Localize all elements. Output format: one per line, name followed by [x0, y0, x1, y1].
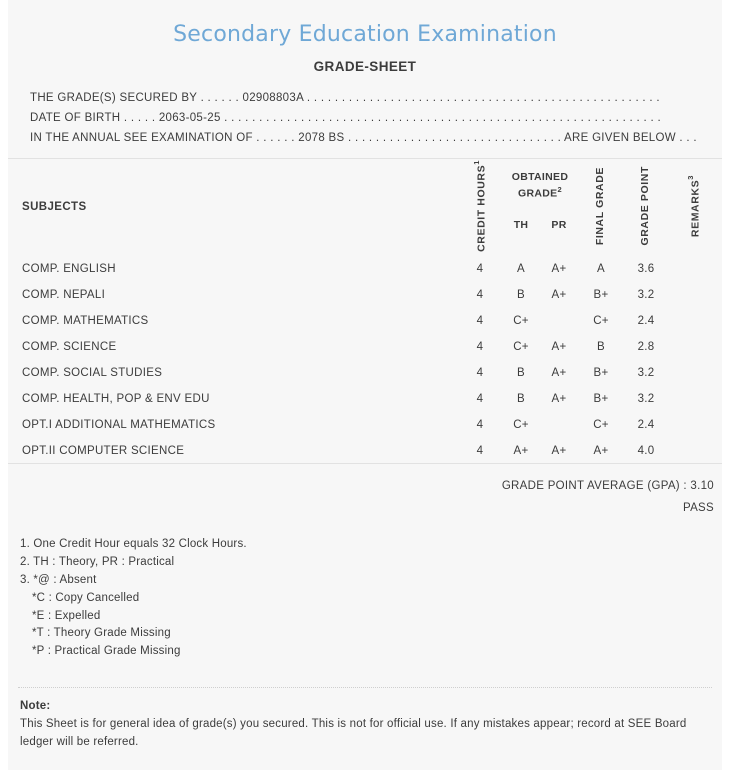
- cell-credit: 4: [476, 262, 484, 275]
- cell-subject: COMP. NEPALI: [22, 288, 106, 301]
- cell-th: C+: [513, 418, 529, 431]
- cell-credit: 4: [476, 366, 484, 379]
- legend-sub-2: *E : Expelled: [32, 609, 101, 622]
- footer-note-label: Note:: [20, 700, 51, 713]
- cell-remarks: [668, 412, 722, 438]
- cell-credit: 4: [476, 340, 484, 353]
- cell-point: 3.2: [637, 288, 655, 301]
- page-title: Secondary Education Examination: [173, 22, 557, 47]
- table-row: [8, 360, 722, 386]
- cell-pr: A+: [551, 340, 567, 353]
- table-row: [8, 256, 722, 282]
- col-header-credit-hours-sup: 1: [471, 160, 481, 165]
- cell-pr: A+: [551, 288, 567, 301]
- cell-subject: COMP. SOCIAL STUDIES: [22, 366, 163, 379]
- info-line-date-of-birth: DATE OF BIRTH . . . . . 2063-05-25 . . . . . . . . . . . . . . . . . . . . . . . . . . . . . . . . . . . . . . . . . . . . . . . . . . . . . . . . . . . . . . .: [30, 112, 662, 124]
- cell-subject: COMP. HEALTH, POP & ENV EDU: [22, 392, 210, 405]
- col-header-remarks: [668, 159, 722, 256]
- page-content: [8, 0, 722, 770]
- col-header-remarks-label: REMARKS: [689, 179, 702, 237]
- cell-final: B+: [593, 392, 609, 405]
- gpa-summary: GRADE POINT AVERAGE (GPA) : 3.10: [501, 480, 714, 493]
- cell-credit: 4: [476, 418, 484, 431]
- cell-th: A+: [502, 438, 540, 464]
- cell-pr: A+: [551, 392, 567, 405]
- cell-subject: OPT.II COMPUTER SCIENCE: [8, 438, 458, 464]
- cell-point: 3.2: [637, 392, 655, 405]
- cell-final: B: [597, 340, 605, 353]
- cell-remarks: [668, 282, 722, 308]
- cell-final: B+: [593, 366, 609, 379]
- col-header-remarks-sup: 3: [686, 174, 696, 180]
- grades-header-row: [8, 159, 722, 256]
- cell-point: 2.4: [637, 314, 655, 327]
- col-header-obtained-grade: [502, 159, 578, 256]
- legend-item-1: 1. One Credit Hour equals 32 Clock Hours.: [20, 538, 247, 551]
- cell-point: 2.8: [637, 340, 655, 353]
- cell-point: 3.6: [637, 262, 655, 275]
- cell-point: 3.2: [637, 366, 655, 379]
- cell-subject: OPT.I ADDITIONAL MATHEMATICS: [22, 418, 216, 431]
- cell-th: C+: [513, 314, 529, 327]
- cell-th: C+: [513, 340, 529, 353]
- info-line-exam-year: IN THE ANNUAL SEE EXAMINATION OF . . . . . . 2078 BS . . . . . . . . . . . . . . . . . . . . . . . . . . . . . . . ARE GIVEN BELOW . . .: [30, 132, 697, 144]
- col-header-grade-point-label: GRADE POINT: [639, 166, 652, 246]
- page-gutter-right: [722, 0, 730, 770]
- table-row: [8, 386, 722, 412]
- col-header-credit-hours: [458, 159, 502, 256]
- legend-sub-4: *P : Practical Grade Missing: [32, 645, 181, 658]
- cell-subject: COMP. SCIENCE: [22, 340, 117, 353]
- cell-th: B: [517, 366, 525, 379]
- table-row: [8, 412, 722, 438]
- col-header-th: TH: [513, 219, 529, 231]
- cell-credit: 4: [476, 314, 484, 327]
- cell-remarks: [668, 256, 722, 282]
- result-status: PASS: [682, 502, 714, 515]
- cell-pr: A+: [551, 262, 567, 275]
- cell-th: B: [517, 288, 525, 301]
- cell-pr: [540, 308, 578, 334]
- col-header-final-grade-label: FINAL GRADE: [594, 166, 607, 246]
- legend-sub-3: *T : Theory Grade Missing: [32, 627, 171, 640]
- col-header-obtained-grade-label: OBTAINED GRADE: [511, 171, 569, 200]
- cell-remarks: [668, 308, 722, 334]
- cell-remarks: [668, 334, 722, 360]
- footer-note-text: This Sheet is for general idea of grade(s) you secured. This is not for official use. If any mistakes appear; record at SEE Board ledger will be referred.: [20, 717, 687, 748]
- candidate-info-block: [8, 88, 722, 148]
- col-header-subjects: SUBJECTS: [8, 159, 458, 256]
- cell-final: C+: [593, 418, 609, 431]
- table-row: [8, 334, 722, 360]
- legend-sub-1: *C : Copy Cancelled: [32, 591, 140, 604]
- cell-remarks: [668, 360, 722, 386]
- cell-point: 2.4: [637, 418, 655, 431]
- col-header-grade-point: [624, 159, 668, 256]
- cell-pr: A+: [551, 366, 567, 379]
- col-header-credit-hours-label: CREDIT HOURS: [475, 164, 488, 252]
- cell-credit: 4: [476, 288, 484, 301]
- info-line-symbol-number: THE GRADE(S) SECURED BY . . . . . . 02908803A . . . . . . . . . . . . . . . . . . . . . . . . . . . . . . . . . . . . . . . . . . . . . . . . . . .: [30, 92, 660, 104]
- cell-subject: COMP. MATHEMATICS: [22, 314, 149, 327]
- grades-table-body: [8, 256, 722, 464]
- cell-point: 4.0: [624, 438, 668, 464]
- cell-credit: 4: [476, 392, 484, 405]
- table-row: [8, 438, 722, 464]
- footer-note: [8, 688, 722, 751]
- col-header-pr: PR: [551, 219, 567, 231]
- cell-final: C+: [593, 314, 609, 327]
- cell-th: B: [517, 392, 525, 405]
- legend-item-2: 2. TH : Theory, PR : Practical: [20, 556, 175, 569]
- cell-final: B+: [593, 288, 609, 301]
- cell-final: A: [597, 262, 605, 275]
- cell-pr: [540, 412, 578, 438]
- legend-block: [8, 514, 722, 661]
- cell-remarks: [668, 386, 722, 412]
- cell-pr: A+: [540, 438, 578, 464]
- col-header-obtained-grade-sup: 2: [557, 184, 562, 194]
- grades-table-head: [8, 159, 722, 256]
- grades-table: [8, 159, 722, 464]
- cell-remarks: [668, 438, 722, 464]
- table-row: [8, 308, 722, 334]
- cell-subject: COMP. ENGLISH: [22, 262, 116, 275]
- page-subtitle: GRADE-SHEET: [313, 59, 417, 74]
- cell-credit: 4: [458, 438, 502, 464]
- page-gutter-left: [0, 0, 8, 770]
- cell-th: A: [517, 262, 525, 275]
- cell-final: A+: [578, 438, 624, 464]
- table-row: [8, 282, 722, 308]
- legend-item-3: 3. *@ : Absent: [20, 574, 97, 587]
- col-header-final-grade: [578, 159, 624, 256]
